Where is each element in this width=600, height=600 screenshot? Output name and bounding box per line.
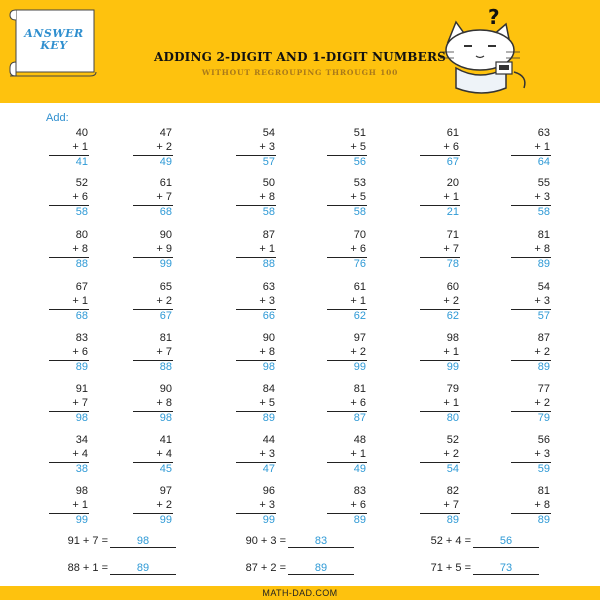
answer: 99 (159, 514, 172, 526)
addend-bottom: + 6 (350, 397, 366, 409)
answer: 89 (446, 514, 459, 526)
problem (420, 280, 460, 322)
addend-bottom: + 9 (156, 243, 172, 255)
problem (133, 126, 173, 168)
addend-top: 82 (446, 485, 459, 497)
addend-bottom: + 2 (443, 448, 459, 460)
addend-top: 81 (353, 383, 366, 395)
problem (49, 176, 89, 218)
problem (511, 280, 551, 322)
problem (236, 331, 276, 373)
addend-top: 83 (353, 485, 366, 497)
addend-top: 34 (75, 434, 88, 446)
problem (511, 433, 551, 475)
addend-top: 44 (262, 434, 275, 446)
addend-top: 41 (159, 434, 172, 446)
answer: 99 (159, 258, 172, 270)
problem (511, 176, 551, 218)
problem (420, 331, 460, 373)
addend-bottom: + 8 (156, 397, 172, 409)
answer: 54 (446, 463, 459, 475)
addend-bottom: + 6 (350, 499, 366, 511)
problem (236, 176, 276, 218)
horizontal-problem (405, 562, 539, 575)
addend-bottom: + 8 (259, 191, 275, 203)
addend-top: 61 (353, 281, 366, 293)
answer: 59 (537, 463, 550, 475)
problem (236, 433, 276, 475)
addend-top: 67 (75, 281, 88, 293)
problem (49, 228, 89, 270)
addend-bottom: + 8 (259, 346, 275, 358)
addend-bottom: + 1 (443, 191, 459, 203)
addend-bottom: + 1 (350, 448, 366, 460)
addend-top: 47 (159, 127, 172, 139)
addend-bottom: + 2 (156, 295, 172, 307)
problem (236, 126, 276, 168)
equation: 88 + 1 = (67, 562, 108, 574)
answer: 88 (262, 258, 275, 270)
answer: 62 (446, 310, 459, 322)
horizontal-problem (220, 562, 354, 575)
addend-top: 84 (262, 383, 275, 395)
addend-bottom: + 7 (443, 243, 459, 255)
addend-top: 65 (159, 281, 172, 293)
addend-top: 98 (446, 332, 459, 344)
answer: 99 (446, 361, 459, 373)
problem (511, 484, 551, 526)
addend-bottom: + 5 (350, 191, 366, 203)
addend-bottom: + 3 (534, 448, 550, 460)
addend-top: 81 (159, 332, 172, 344)
problem (133, 280, 173, 322)
answer: 76 (353, 258, 366, 270)
answer: 49 (353, 463, 366, 475)
answer: 64 (537, 156, 550, 168)
answer: 56 (353, 156, 366, 168)
addend-bottom: + 1 (72, 295, 88, 307)
addend-top: 98 (75, 485, 88, 497)
answer: 78 (446, 258, 459, 270)
answer: 80 (446, 412, 459, 424)
problem (133, 382, 173, 424)
addend-bottom: + 2 (534, 346, 550, 358)
problem (236, 228, 276, 270)
problem (511, 126, 551, 168)
problem (327, 433, 367, 475)
badge-line-1: ANSWER (24, 27, 84, 40)
answer: 99 (353, 361, 366, 373)
addend-bottom: + 3 (534, 295, 550, 307)
addend-top: 54 (537, 281, 550, 293)
addend-top: 91 (75, 383, 88, 395)
addend-top: 87 (537, 332, 550, 344)
problem (133, 433, 173, 475)
problem (133, 484, 173, 526)
instruction-label: Add: (46, 112, 69, 124)
answer: 57 (262, 156, 275, 168)
addend-top: 51 (353, 127, 366, 139)
problem (511, 228, 551, 270)
svg-text:?: ? (488, 5, 500, 29)
addend-top: 96 (262, 485, 275, 497)
answer: 89 (262, 412, 275, 424)
addend-bottom: + 7 (72, 397, 88, 409)
addend-bottom: + 6 (72, 191, 88, 203)
addend-bottom: + 7 (156, 346, 172, 358)
answer: 88 (75, 258, 88, 270)
addend-bottom: + 4 (156, 448, 172, 460)
problem (327, 382, 367, 424)
addend-top: 50 (262, 177, 275, 189)
answer: 98 (159, 412, 172, 424)
addend-bottom: + 6 (72, 346, 88, 358)
answer: 89 (537, 361, 550, 373)
problem (49, 382, 89, 424)
addend-bottom: + 1 (72, 141, 88, 153)
equation: 87 + 2 = (245, 562, 286, 574)
answer: 89 (288, 562, 354, 575)
addend-bottom: + 2 (443, 295, 459, 307)
footer: MATH-DAD.COM (0, 586, 600, 600)
page-title: ADDING 2-DIGIT AND 1-DIGIT NUMBERS (153, 50, 447, 64)
addend-top: 87 (262, 229, 275, 241)
addend-bottom: + 1 (534, 141, 550, 153)
answer: 49 (159, 156, 172, 168)
answer: 45 (159, 463, 172, 475)
answer: 89 (75, 361, 88, 373)
problem (236, 484, 276, 526)
answer: 89 (110, 562, 176, 575)
problem (327, 484, 367, 526)
equation: 90 + 3 = (245, 535, 286, 547)
addend-bottom: + 7 (443, 499, 459, 511)
addend-top: 48 (353, 434, 366, 446)
addend-bottom: + 2 (350, 346, 366, 358)
badge-line-2: KEY (40, 39, 68, 52)
addend-bottom: + 1 (72, 499, 88, 511)
answer: 57 (537, 310, 550, 322)
answer: 67 (446, 156, 459, 168)
addend-top: 56 (537, 434, 550, 446)
problem (420, 484, 460, 526)
addend-top: 52 (446, 434, 459, 446)
horizontal-problem (42, 535, 176, 548)
answer: 47 (262, 463, 275, 475)
addend-bottom: + 8 (534, 243, 550, 255)
answer: 58 (353, 206, 366, 218)
answer: 89 (537, 258, 550, 270)
answer: 56 (473, 535, 539, 548)
equation: 52 + 4 = (430, 535, 471, 547)
addend-top: 60 (446, 281, 459, 293)
addend-bottom: + 2 (156, 141, 172, 153)
addend-top: 90 (262, 332, 275, 344)
problem (327, 176, 367, 218)
answer: 67 (159, 310, 172, 322)
problem (511, 331, 551, 373)
problem (420, 433, 460, 475)
problem (49, 433, 89, 475)
addend-top: 20 (446, 177, 459, 189)
problem (420, 126, 460, 168)
addend-bottom: + 7 (156, 191, 172, 203)
answer: 98 (110, 535, 176, 548)
answer: 87 (353, 412, 366, 424)
addend-top: 54 (262, 127, 275, 139)
addend-top: 97 (159, 485, 172, 497)
addend-top: 80 (75, 229, 88, 241)
horizontal-problem (220, 535, 354, 548)
answer: 62 (353, 310, 366, 322)
addend-top: 61 (159, 177, 172, 189)
addend-bottom: + 8 (534, 499, 550, 511)
addend-bottom: + 1 (443, 397, 459, 409)
answer: 79 (537, 412, 550, 424)
addend-bottom: + 1 (443, 346, 459, 358)
problem (420, 228, 460, 270)
addend-bottom: + 3 (534, 191, 550, 203)
addend-top: 53 (353, 177, 366, 189)
addend-bottom: + 3 (259, 448, 275, 460)
answer: 38 (75, 463, 88, 475)
problem (49, 331, 89, 373)
answer: 58 (262, 206, 275, 218)
answer: 73 (473, 562, 539, 575)
problem (49, 126, 89, 168)
problem (420, 382, 460, 424)
problem (133, 331, 173, 373)
addend-top: 52 (75, 177, 88, 189)
problem (236, 280, 276, 322)
answer: 99 (75, 514, 88, 526)
addend-top: 90 (159, 229, 172, 241)
addend-top: 97 (353, 332, 366, 344)
problem (327, 280, 367, 322)
answer: 68 (75, 310, 88, 322)
equation: 91 + 7 = (67, 535, 108, 547)
answer: 89 (537, 514, 550, 526)
addend-top: 81 (537, 485, 550, 497)
addend-bottom: + 1 (350, 295, 366, 307)
addend-top: 63 (262, 281, 275, 293)
problem (133, 176, 173, 218)
addend-top: 83 (75, 332, 88, 344)
answer: 98 (75, 412, 88, 424)
horizontal-problem (42, 562, 176, 575)
answer: 83 (288, 535, 354, 548)
problem (49, 280, 89, 322)
addend-bottom: + 1 (259, 243, 275, 255)
addend-top: 61 (446, 127, 459, 139)
problem (327, 331, 367, 373)
addend-bottom: + 8 (72, 243, 88, 255)
addend-bottom: + 6 (443, 141, 459, 153)
answer: 21 (446, 206, 459, 218)
addend-bottom: + 4 (72, 448, 88, 460)
problem (133, 228, 173, 270)
addend-top: 63 (537, 127, 550, 139)
horizontal-problem (405, 535, 539, 548)
problem (236, 382, 276, 424)
addend-bottom: + 5 (350, 141, 366, 153)
answer: 88 (159, 361, 172, 373)
page-subtitle: WITHOUT REGROUPING THROUGH 100 (201, 68, 399, 77)
addend-bottom: + 3 (259, 499, 275, 511)
addend-top: 77 (537, 383, 550, 395)
problem (327, 126, 367, 168)
addend-top: 71 (446, 229, 459, 241)
answer: 66 (262, 310, 275, 322)
answer: 58 (75, 206, 88, 218)
answer: 89 (353, 514, 366, 526)
problem (49, 484, 89, 526)
addend-bottom: + 6 (350, 243, 366, 255)
addend-bottom: + 5 (259, 397, 275, 409)
answer: 98 (262, 361, 275, 373)
addend-top: 70 (353, 229, 366, 241)
addend-bottom: + 2 (156, 499, 172, 511)
addend-top: 81 (537, 229, 550, 241)
addend-bottom: + 3 (259, 295, 275, 307)
equation: 71 + 5 = (430, 562, 471, 574)
problem (420, 176, 460, 218)
addend-bottom: + 3 (259, 141, 275, 153)
answer: 41 (75, 156, 88, 168)
addend-top: 40 (75, 127, 88, 139)
addend-top: 79 (446, 383, 459, 395)
problem (511, 382, 551, 424)
answer: 68 (159, 206, 172, 218)
addend-top: 55 (537, 177, 550, 189)
answer: 58 (537, 206, 550, 218)
problem (327, 228, 367, 270)
addend-top: 90 (159, 383, 172, 395)
answer: 99 (262, 514, 275, 526)
addend-bottom: + 2 (534, 397, 550, 409)
